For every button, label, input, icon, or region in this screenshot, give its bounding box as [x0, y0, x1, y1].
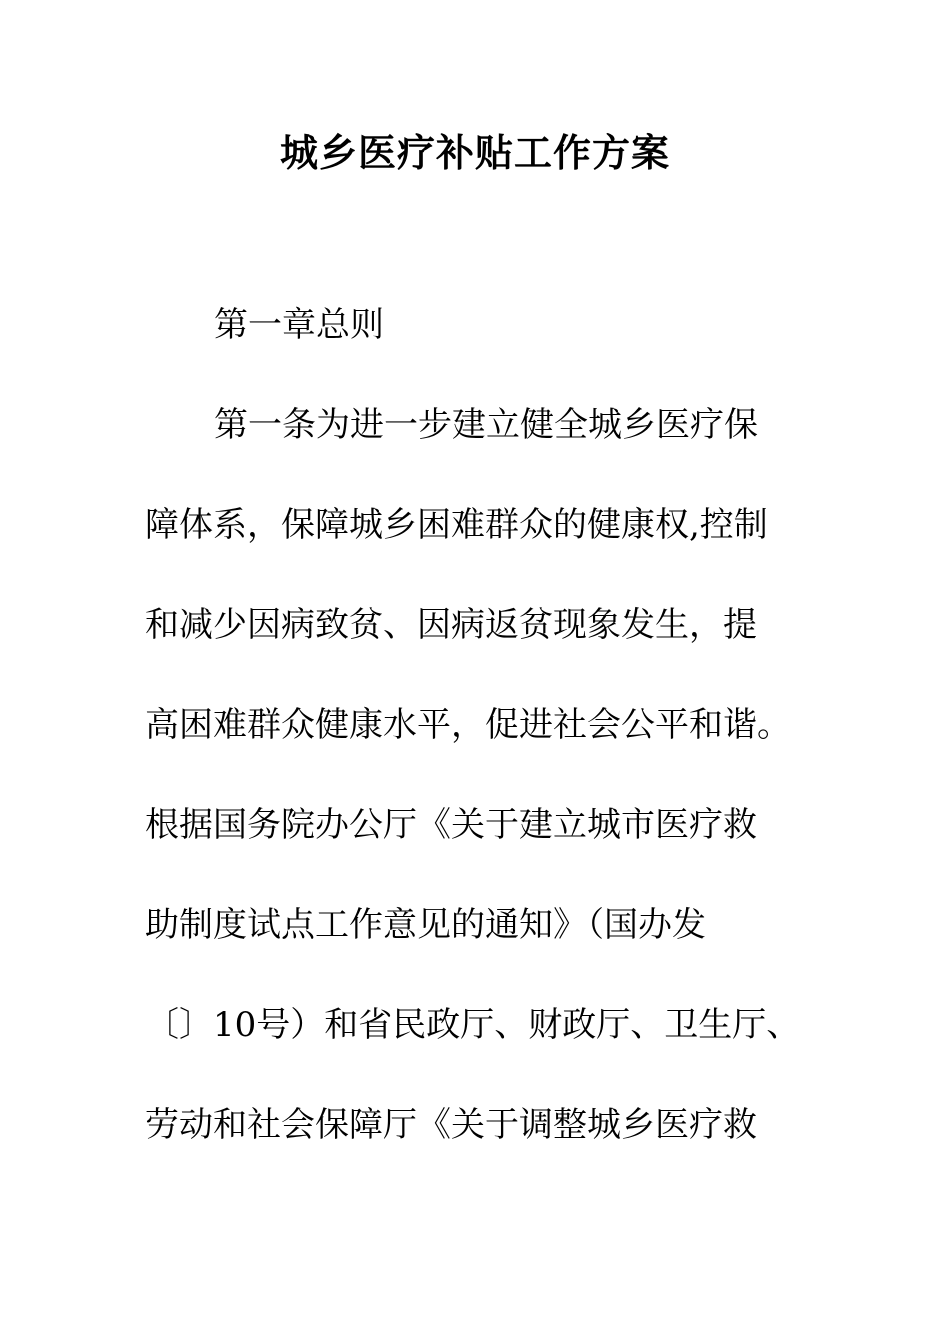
body-line: 和减少因病致贫、因病返贫现象发生，提: [145, 605, 757, 645]
body-line: 〔〕10号）和省民政厅、财政厅、卫生厅、: [145, 1005, 801, 1045]
body-line: 助制度试点工作意见的通知》（国办发: [145, 905, 706, 945]
body-line: 障体系，保障城乡困难群众的健康权,控制: [145, 505, 768, 545]
body-line: 第一条为进一步建立健全城乡医疗保: [214, 405, 758, 445]
body-line: 劳动和社会保障厅《关于调整城乡医疗救: [145, 1105, 757, 1145]
body-line: 根据国务院办公厅《关于建立城市医疗救: [145, 805, 757, 845]
body-line: 高困难群众健康水平，促进社会公平和谐。: [145, 705, 791, 745]
page-title: 城乡医疗补贴工作方案: [279, 130, 670, 175]
chapter-heading: 第一章总则: [214, 305, 384, 345]
